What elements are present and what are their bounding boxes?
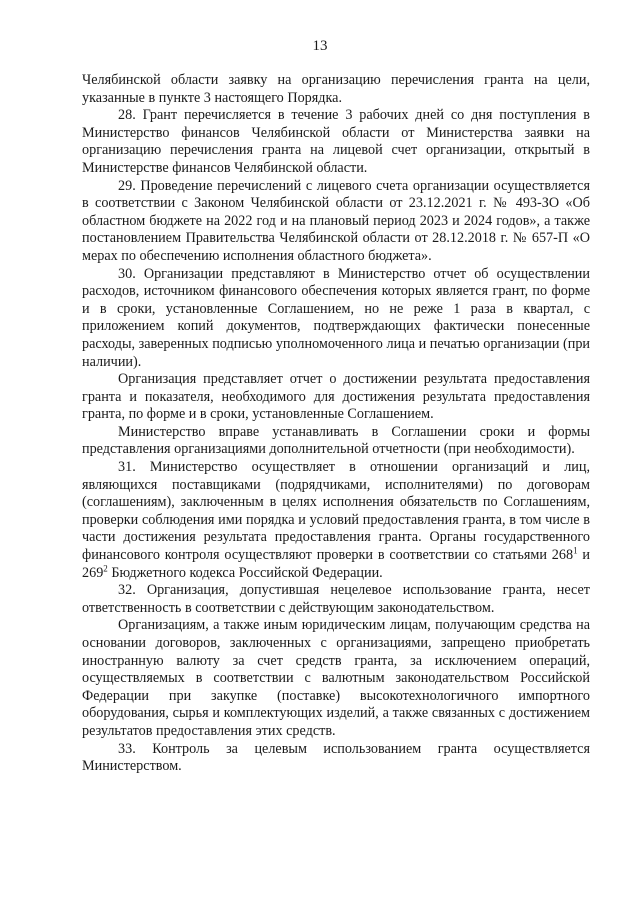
paragraph-33: 33. Контроль за целевым использованием гранта осуществляется Министерством. [82,740,590,775]
article-269-superscript: 2 [103,562,108,573]
paragraph-30: 30. Организации представляют в Министерство отчет об осуществлении расходов, источником финансового обеспечения которых является грант, по форме и в сроки, установленные Соглашением, но не реже 1 раза в квартал, с приложением копий документов, подтверждающих фактически понесенные расходы, заверенных подписью уполномоченного лица и печатью организации (при наличии). [82,265,590,370]
paragraph-continuation: Челябинской области заявку на организацию перечисления гранта на цели, указанные в пункте 3 настоящего Порядка. [82,72,590,106]
paragraph-32-currency-restriction: Организациям, а также иным юридическим лицам, получающим средства на основании договоров, заключенных с организациями, запрещено приобретать иностранную валюту за счет средств гранта, за исключением операций, осуществляемых в соответствии с валютным законодательством Российской Федерации при закупке (поставке) высокотехнологичного импортного оборудования, сырья и комплектующих изделий, а также связанных с достижением результатов предоставления этих средств. [82,617,590,739]
paragraph-30-report-results: Организация представляет отчет о достижении результата предоставления гранта и показателя, необходимого для достижения результата предоставления гранта, по форме и в сроки, установленные Соглашением. [82,371,590,423]
page-number: 13 [312,38,328,54]
document-body [82,72,590,776]
paragraph-29: 29. Проведение перечислений с лицевого счета организации осуществляется в соответствии с Законом Челябинской области от 23.12.2021 г. № 493-ЗО «Об областном бюджете на 2022 год и на плановый период 2023 и 2024 годов», а также постановлением Правительства Челябинской области от 28.12.2018 г. № 657-П «О мерах по обеспечению исполнения областного бюджета». [82,177,590,264]
paragraph-30-additional-reporting: Министерство вправе устанавливать в Соглашении сроки и формы представления организациями дополнительной отчетности (при необходимости). [82,423,590,458]
paragraph-32: 32. Организация, допустившая нецелевое использование гранта, несет ответственность в соответствии с действующим законодательством. [82,582,590,616]
paragraph-31-end: Бюджетного кодекса Российской Федерации. [107,564,383,581]
paragraph-28: 28. Грант перечисляется в течение 3 рабочих дней со дня поступления в Министерство финансов Челябинской области от Министерства заявки на организацию перечисления гранта на лицевой счет организации, открытый в Министерстве финансов Челябинской области. [82,107,590,176]
article-268-superscript: 1 [573,545,578,556]
paragraph-31-mid: и 269 [82,547,590,581]
paragraph-31 [82,459,590,582]
paragraph-31-text: 31. Министерство осуществляет в отношении организаций и лиц, являющихся поставщиками (подрядчиками, исполнителями) по договорам (соглашениям), заключенным в целях исполнения обязательств по Соглашениям, проверки соблюдения ими порядка и условий предоставления гранта, в том числе в части достижения результата предоставления гранта. Органы государственного финансового контроля осуществляют проверки в соответствии со статьями 268 [82,459,590,564]
